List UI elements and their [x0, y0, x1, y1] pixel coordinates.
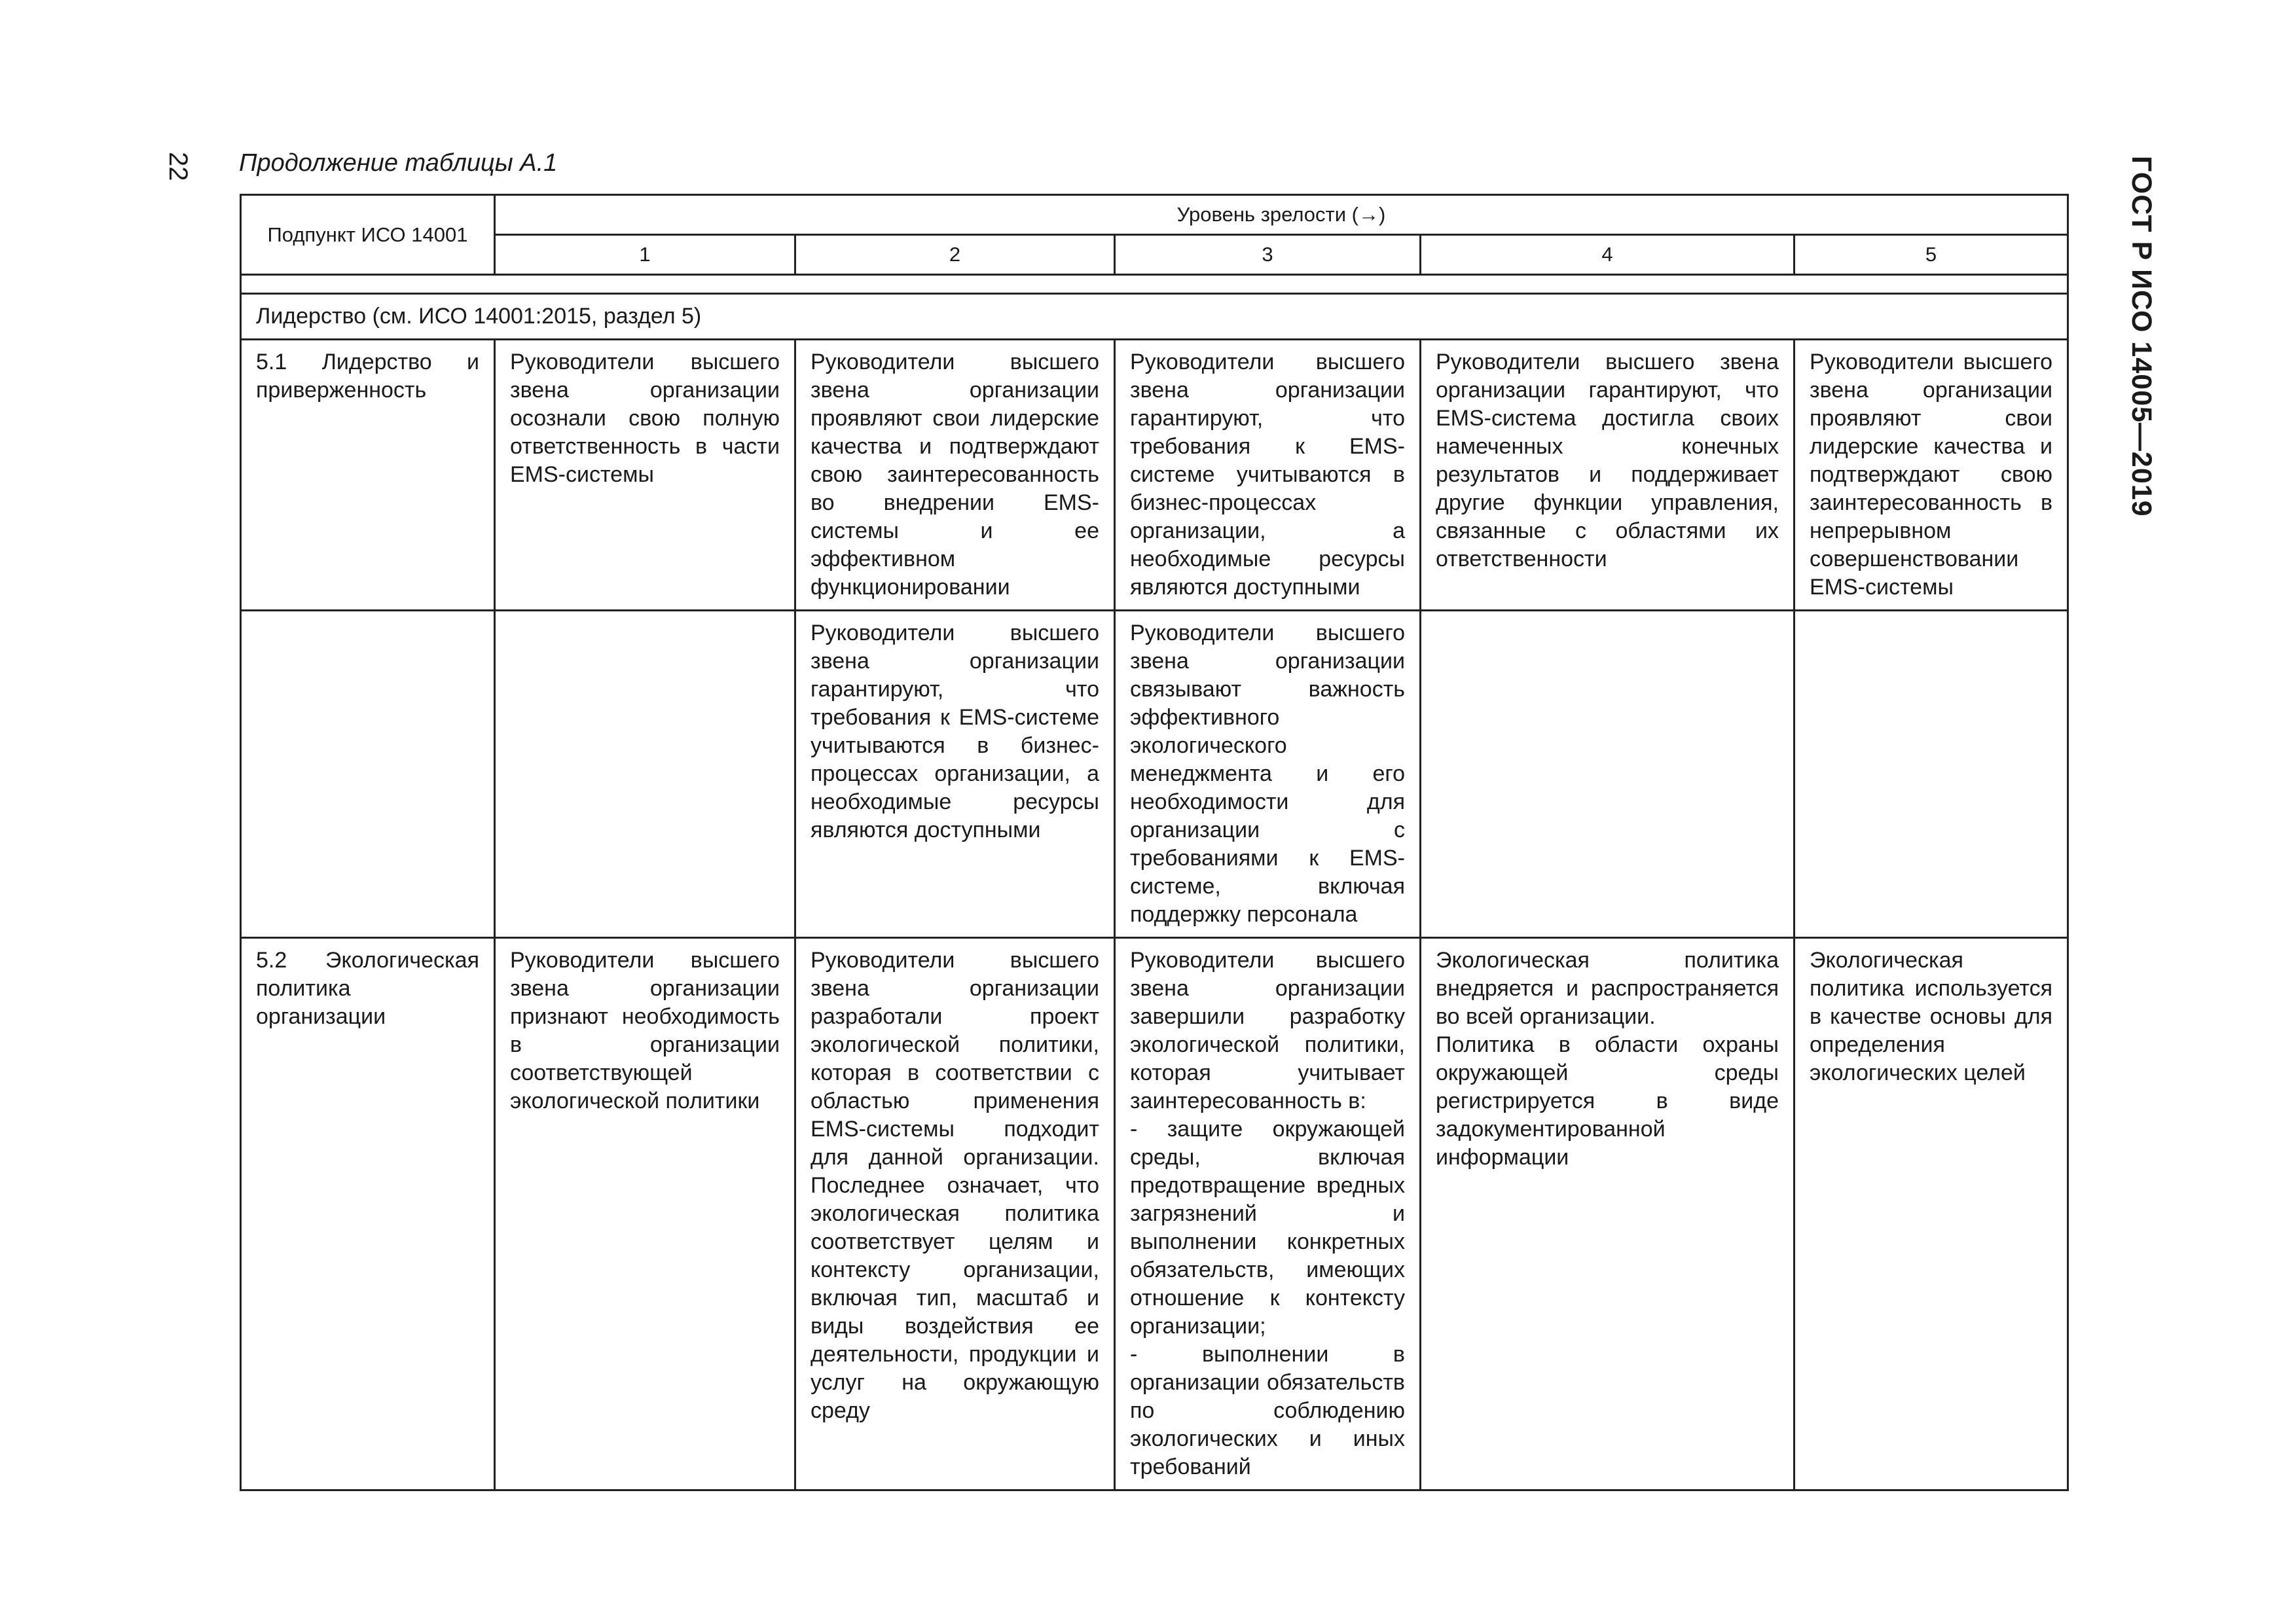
maturity-table — [240, 194, 2069, 1491]
header-level-2: 2 — [795, 235, 1115, 275]
header-level-5: 5 — [1795, 235, 2068, 275]
standard-designation: ГОСТ Р ИСО 14005—2019 — [2126, 156, 2157, 517]
header-level-3: 3 — [1115, 235, 1421, 275]
level-cell: Руководители высшего звена организации гарантируют, что требования к EMS-системе учитываются в бизнес-процессах организации, а необходимые ресурсы являются доступными — [1115, 340, 1421, 611]
section-row — [241, 294, 2068, 340]
subclause-cell: 5.1 Лидерство и приверженность — [241, 340, 495, 611]
header-level-4: 4 — [1421, 235, 1795, 275]
subclause-cell: 5.2 Экологическая политика организации — [241, 938, 495, 1490]
level-cell: Руководители высшего звена организации завершили разработку экологической политики, которая учитывает заинтересованность в: - защите окружающей среды, включая предотвращение вредных загрязнений и выполнении конкретных обязательств, имеющих отношение к контексту организации; - выполнении в организации обязательств по соблюдению экологических и иных требований — [1115, 938, 1421, 1490]
level-cell — [495, 611, 795, 938]
table-row — [241, 938, 2068, 1490]
table-row — [241, 611, 2068, 938]
level-cell: Руководители высшего звена организации проявляют свои лидерские качества и подтверждают свою заинтересованность во внедрении EMS-системы и ее эффективном функционировании — [795, 340, 1115, 611]
header-separator — [241, 275, 2068, 294]
table-caption: Продолжение таблицы А.1 — [239, 149, 558, 177]
level-cell: Руководители высшего звена организации гарантируют, что EMS-система достигла своих намеченных конечных результатов и поддерживает другие функции управления, связанные с областями их ответственности — [1421, 340, 1795, 611]
level-cell: Руководители высшего звена организации признают необходимость в организации соответствующей экологической политики — [495, 938, 795, 1490]
section-title: Лидерство (см. ИСО 14001:2015, раздел 5) — [241, 294, 2068, 340]
header-maturity-level: Уровень зрелости (→) — [495, 195, 2068, 235]
level-cell — [1795, 611, 2068, 938]
level-cell: Экологическая политика внедряется и распространяется во всей организации. Политика в области охраны окружающей среды регистрируется в виде задокументированной информации — [1421, 938, 1795, 1490]
header-level-1: 1 — [495, 235, 795, 275]
table-row — [241, 340, 2068, 611]
level-cell: Руководители высшего звена организации разработали проект экологической политики, которая в соответствии с областью применения EMS-системы подходит для данной организации. Последнее означает, что экологическая политика соответствует целям и контексту организации, включая тип, масштаб и виды воздействия ее деятельности, продукции и услуг на окружающую среду — [795, 938, 1115, 1490]
level-cell: Руководители высшего звена организации гарантируют, что требования к EMS-системе учитываются в бизнес-процессах организации, а необходимые ресурсы являются доступными — [795, 611, 1115, 938]
header-subclause: Подпункт ИСО 14001 — [241, 195, 495, 275]
level-cell: Руководители высшего звена организации связывают важность эффективного экологического менеджмента и его необходимости для организации с требованиями к EMS-системе, включая поддержку персонала — [1115, 611, 1421, 938]
level-cell: Руководители высшего звена организации проявляют свои лидерские качества и подтверждают свою заинтересованность в непрерывном совершенствовании EMS-системы — [1795, 340, 2068, 611]
page-number: 22 — [164, 152, 192, 181]
level-cell — [1421, 611, 1795, 938]
subclause-cell — [241, 611, 495, 938]
level-cell: Экологическая политика используется в качестве основы для определения экологических целей — [1795, 938, 2068, 1490]
level-cell: Руководители высшего звена организации осознали свою полную ответственность в части EMS-системы — [495, 340, 795, 611]
